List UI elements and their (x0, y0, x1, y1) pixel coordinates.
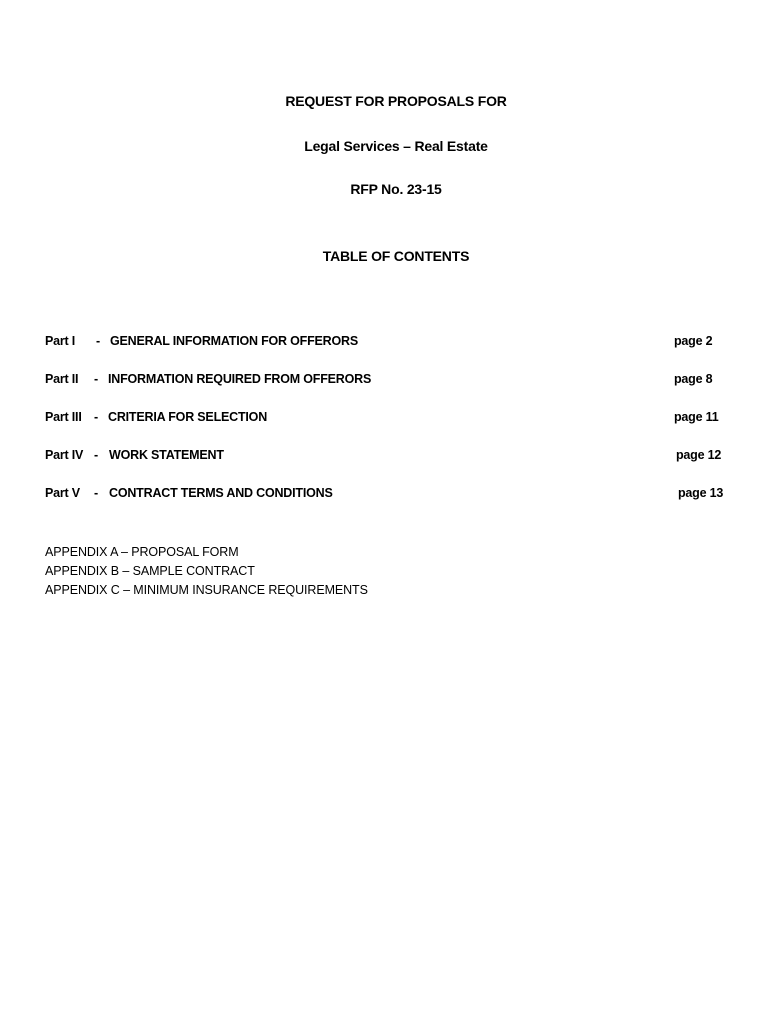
document-title: REQUEST FOR PROPOSALS FOR (285, 93, 507, 109)
toc-part-label: Part III (45, 410, 82, 424)
toc-page-number: page 8 (674, 372, 713, 386)
toc-page-number: page 11 (674, 410, 719, 424)
toc-page-number: page 2 (674, 334, 713, 348)
toc-section-title: CONTRACT TERMS AND CONDITIONS (109, 486, 333, 500)
toc-page-number: page 13 (678, 486, 724, 500)
toc-entry-part-5 (45, 486, 735, 524)
toc-heading: TABLE OF CONTENTS (322, 248, 470, 264)
toc-separator: - (94, 372, 98, 386)
document-subtitle: Legal Services – Real Estate (304, 138, 488, 154)
appendix-a: APPENDIX A – PROPOSAL FORM (45, 545, 239, 559)
toc-separator: - (94, 486, 98, 500)
toc-separator: - (94, 410, 98, 424)
toc-entry-part-3 (45, 410, 735, 448)
toc-page-number: page 12 (676, 448, 722, 462)
toc-separator: - (94, 448, 98, 462)
toc-entry-part-1 (45, 334, 735, 372)
toc-part-label: Part II (45, 372, 79, 386)
toc-entry-part-4 (45, 448, 735, 486)
rfp-number: RFP No. 23-15 (350, 181, 442, 197)
toc-part-label: Part V (45, 486, 80, 500)
appendix-b: APPENDIX B – SAMPLE CONTRACT (45, 564, 255, 578)
toc-section-title: CRITERIA FOR SELECTION (108, 410, 268, 424)
toc-section-title: GENERAL INFORMATION FOR OFFERORS (110, 334, 358, 348)
toc-part-label: Part I (45, 334, 76, 348)
toc-section-title: INFORMATION REQUIRED FROM OFFERORS (108, 372, 372, 386)
appendix-c: APPENDIX C – MINIMUM INSURANCE REQUIREMENTS (45, 583, 368, 597)
toc-separator: - (96, 334, 100, 348)
toc-part-label: Part IV (45, 448, 84, 462)
toc-entry-part-2 (45, 372, 735, 410)
appendix-list (45, 543, 368, 600)
table-of-contents (45, 334, 735, 524)
toc-section-title: WORK STATEMENT (109, 448, 224, 462)
